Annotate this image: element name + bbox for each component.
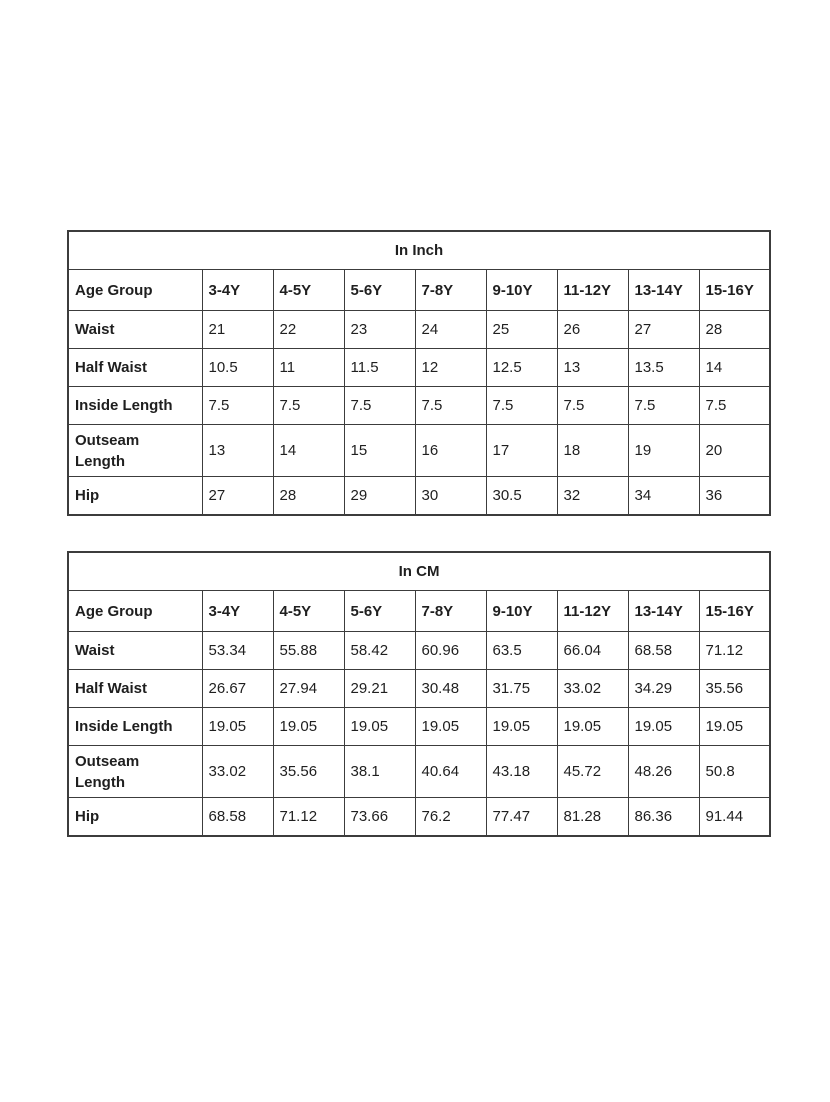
value-cell: 38.1	[344, 746, 415, 798]
row-label	[68, 670, 202, 708]
value-cell: 34.29	[628, 670, 699, 708]
row-label	[68, 632, 202, 670]
row-label-text: Inside Length	[75, 718, 173, 735]
column-header: 4-5Y	[273, 591, 344, 632]
value-cell: 71.12	[273, 798, 344, 836]
table-row	[68, 387, 770, 425]
value-cell: 19.05	[699, 708, 770, 746]
row-label-text: Outseam Length	[75, 431, 140, 470]
column-header: 3-4Y	[202, 591, 273, 632]
column-header: 13-14Y	[628, 270, 699, 311]
column-header: 7-8Y	[415, 270, 486, 311]
value-cell: 12	[415, 349, 486, 387]
value-cell: 24	[415, 311, 486, 349]
column-header: 13-14Y	[628, 591, 699, 632]
column-header: 7-8Y	[415, 591, 486, 632]
row-label	[68, 349, 202, 387]
value-cell: 23	[344, 311, 415, 349]
row-label-text: Half Waist	[75, 680, 147, 697]
row-label	[68, 311, 202, 349]
value-cell: 68.58	[628, 632, 699, 670]
age-group-header: Age Group	[68, 591, 202, 632]
value-cell: 71.12	[699, 632, 770, 670]
value-cell: 73.66	[344, 798, 415, 836]
column-header: 5-6Y	[344, 270, 415, 311]
table-row	[68, 477, 770, 515]
column-header: 5-6Y	[344, 591, 415, 632]
value-cell: 91.44	[699, 798, 770, 836]
row-label	[68, 387, 202, 425]
value-cell: 33.02	[557, 670, 628, 708]
row-label-text: Outseam Length	[75, 752, 140, 791]
value-cell: 7.5	[273, 387, 344, 425]
value-cell: 19.05	[628, 708, 699, 746]
value-cell: 58.42	[344, 632, 415, 670]
value-cell: 35.56	[273, 746, 344, 798]
table-title: In CM	[68, 552, 770, 591]
table-row	[68, 349, 770, 387]
value-cell: 30.5	[486, 477, 557, 515]
value-cell: 13	[202, 425, 273, 477]
value-cell: 31.75	[486, 670, 557, 708]
value-cell: 14	[699, 349, 770, 387]
value-cell: 48.26	[628, 746, 699, 798]
value-cell: 81.28	[557, 798, 628, 836]
value-cell: 19.05	[486, 708, 557, 746]
value-cell: 19.05	[557, 708, 628, 746]
value-cell: 50.8	[699, 746, 770, 798]
value-cell: 21	[202, 311, 273, 349]
row-label-text: Hip	[75, 807, 100, 825]
value-cell: 11	[273, 349, 344, 387]
value-cell: 19.05	[202, 708, 273, 746]
value-cell: 86.36	[628, 798, 699, 836]
value-cell: 30.48	[415, 670, 486, 708]
value-cell: 35.56	[699, 670, 770, 708]
value-cell: 18	[557, 425, 628, 477]
age-group-header: Age Group	[68, 270, 202, 311]
value-cell: 7.5	[415, 387, 486, 425]
column-header: 4-5Y	[273, 270, 344, 311]
column-header: 9-10Y	[486, 591, 557, 632]
row-label-text: Inside Length	[75, 397, 173, 414]
value-cell: 29.21	[344, 670, 415, 708]
table-row	[68, 670, 770, 708]
value-cell: 66.04	[557, 632, 628, 670]
size-table	[67, 230, 771, 516]
value-cell: 19.05	[273, 708, 344, 746]
value-cell: 7.5	[628, 387, 699, 425]
value-cell: 20	[699, 425, 770, 477]
value-cell: 36	[699, 477, 770, 515]
value-cell: 60.96	[415, 632, 486, 670]
table-row	[68, 746, 770, 798]
value-cell: 26	[557, 311, 628, 349]
value-cell: 15	[344, 425, 415, 477]
column-header: 11-12Y	[557, 591, 628, 632]
row-label	[68, 746, 202, 798]
value-cell: 13	[557, 349, 628, 387]
value-cell: 13.5	[628, 349, 699, 387]
row-label-text: Half Waist	[75, 359, 147, 376]
row-label	[68, 798, 202, 836]
value-cell: 27	[628, 311, 699, 349]
table-row	[68, 632, 770, 670]
value-cell: 19	[628, 425, 699, 477]
table-row	[68, 708, 770, 746]
value-cell: 7.5	[557, 387, 628, 425]
value-cell: 45.72	[557, 746, 628, 798]
row-label-text: Waist	[75, 642, 115, 659]
value-cell: 27	[202, 477, 273, 515]
value-cell: 28	[273, 477, 344, 515]
value-cell: 53.34	[202, 632, 273, 670]
value-cell: 27.94	[273, 670, 344, 708]
value-cell: 26.67	[202, 670, 273, 708]
table-row	[68, 798, 770, 836]
value-cell: 10.5	[202, 349, 273, 387]
value-cell: 11.5	[344, 349, 415, 387]
column-header: 15-16Y	[699, 591, 770, 632]
value-cell: 12.5	[486, 349, 557, 387]
size-table	[67, 551, 771, 837]
value-cell: 43.18	[486, 746, 557, 798]
size-table-inch	[67, 230, 771, 516]
value-cell: 25	[486, 311, 557, 349]
value-cell: 29	[344, 477, 415, 515]
row-label-text: Hip	[75, 486, 100, 504]
table-row	[68, 311, 770, 349]
table-title: In Inch	[68, 231, 770, 270]
column-header: 11-12Y	[557, 270, 628, 311]
value-cell: 22	[273, 311, 344, 349]
value-cell: 76.2	[415, 798, 486, 836]
value-cell: 28	[699, 311, 770, 349]
value-cell: 55.88	[273, 632, 344, 670]
column-header: 3-4Y	[202, 270, 273, 311]
column-header: 9-10Y	[486, 270, 557, 311]
value-cell: 30	[415, 477, 486, 515]
value-cell: 34	[628, 477, 699, 515]
value-cell: 17	[486, 425, 557, 477]
value-cell: 7.5	[486, 387, 557, 425]
value-cell: 16	[415, 425, 486, 477]
value-cell: 77.47	[486, 798, 557, 836]
value-cell: 7.5	[202, 387, 273, 425]
row-label	[68, 708, 202, 746]
value-cell: 19.05	[415, 708, 486, 746]
row-label-text: Waist	[75, 321, 115, 338]
value-cell: 7.5	[344, 387, 415, 425]
table-row	[68, 425, 770, 477]
value-cell: 40.64	[415, 746, 486, 798]
value-cell: 68.58	[202, 798, 273, 836]
value-cell: 32	[557, 477, 628, 515]
value-cell: 19.05	[344, 708, 415, 746]
size-table-cm	[67, 551, 771, 837]
value-cell: 33.02	[202, 746, 273, 798]
value-cell: 7.5	[699, 387, 770, 425]
value-cell: 63.5	[486, 632, 557, 670]
value-cell: 14	[273, 425, 344, 477]
row-label	[68, 425, 202, 477]
row-label	[68, 477, 202, 515]
column-header: 15-16Y	[699, 270, 770, 311]
